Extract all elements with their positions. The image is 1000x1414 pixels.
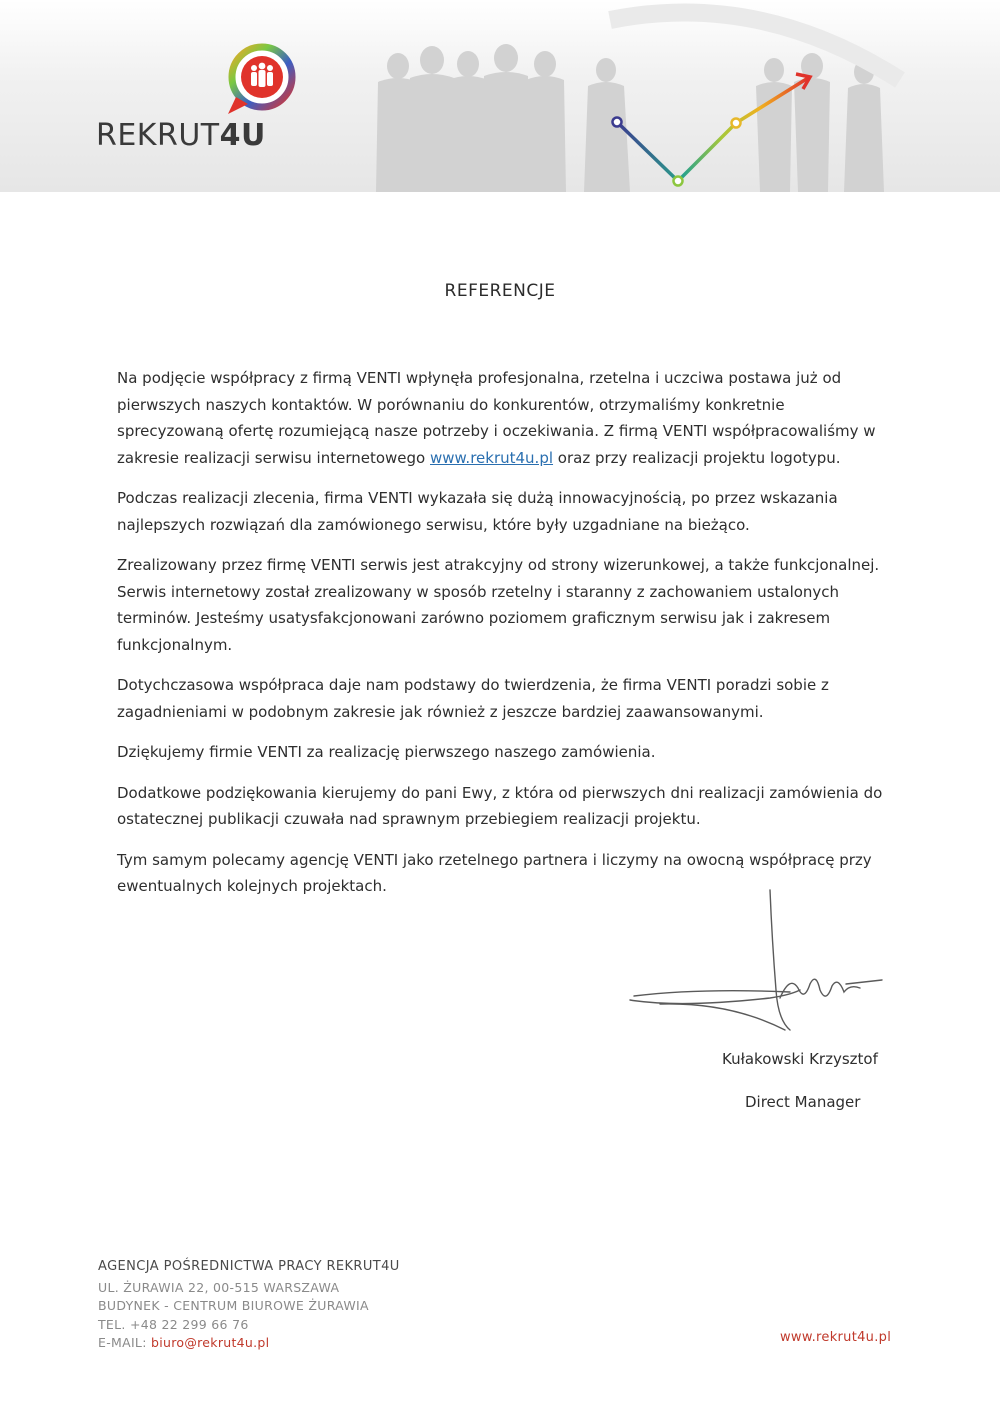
email-link[interactable]: biuro@rekrut4u.pl (150, 1335, 270, 1350)
letterhead-header (0, 0, 1000, 192)
website-link[interactable]: www.rekrut4u.pl (430, 448, 554, 467)
footer-website-link[interactable]: www.rekrut4u.pl (780, 1330, 892, 1345)
rekrut4u-logo-icon (228, 47, 292, 114)
paragraph-3: Zrealizowany przez firmę VENTI serwis jest atrakcyjny od strony wizerunkowej, a także funkcjonalnej. Serwis internetowy został zrealizowany w sposób rzetelny i staranny z zachowaniem ustalonych terminów. Jesteśmy usatysfakcjonowani zarówno poziomem graficznym serwisu jak i zakresem funkcjonalnym. (117, 556, 880, 654)
signer-role: Direct Manager (745, 1093, 861, 1111)
signer-name: Kułakowski Krzysztof (722, 1050, 878, 1068)
people-silhouettes (376, 44, 884, 192)
paragraph-4: Dotychczasowa współpraca daje nam podstawy do twierdzenia, że firma VENTI poradzi sobie z zagadnieniami w podobnym zakresie jak również z jeszcze bardziej zaawansowanymi. (117, 676, 829, 721)
address-line-2: BUDYNEK - CENTRUM BIUROWE ŻURAWIA (98, 1298, 369, 1313)
letter-body (117, 365, 887, 914)
address-line-1: UL. ŻURAWIA 22, 00-515 WARSZAWA (98, 1279, 340, 1295)
agency-name: AGENCJA POŚREDNICTWA PRACY REKRUT4U (98, 1259, 400, 1274)
document-title: REFERENCJE (444, 281, 556, 301)
handwritten-signature (620, 880, 900, 1040)
paragraph-5: Dziękujemy firmie VENTI za realizację pierwszego naszego zamówienia. (117, 743, 656, 761)
header-artwork (0, 0, 1000, 192)
letterhead-footer (98, 1258, 400, 1353)
paragraph-7: Tym samym polecamy agencję VENTI jako rzetelnego partnera i liczymy na owocną współpracę przy ewentualnych kolejnych projektach. (117, 850, 872, 895)
paragraph-1: Na podjęcie współpracy z firmą VENTI wpłynęła profesjonalna, rzetelna i uczciwa postawa już od pierwszych naszych kontaktów. W porównaniu do konkurentów, otrzymaliśmy konkretnie sprecyzowaną ofertę rozumiejącą nasze potrzeby i oczekiwania. Z firmą VENTI współpracowaliśmy w zakresie realizacji serwisu internetowego www.rekrut4u.pl oraz przy realizacji projektu logotypu. (117, 369, 876, 467)
paragraph-6: Dodatkowe podziękowania kierujemy do pani Ewy, z która od pierwszych dni realizacji zamówienia do ostatecznej publikacji czuwała nad sprawnym przebiegiem realizacji projektu. (117, 783, 883, 828)
paragraph-2: Podczas realizacji zlecenia, firma VENTI wykazała się dużą innowacyjnością, po przez wskazania najlepszych rozwiązań dla zamówionego serwisu, które były uzgadniane na bieżąco. (117, 489, 838, 534)
email-line: E-MAIL: biuro@rekrut4u.pl (98, 1335, 270, 1350)
phone-number: TEL. +48 22 299 66 76 (98, 1316, 249, 1332)
brand-name: REKRUT4U (96, 118, 266, 153)
